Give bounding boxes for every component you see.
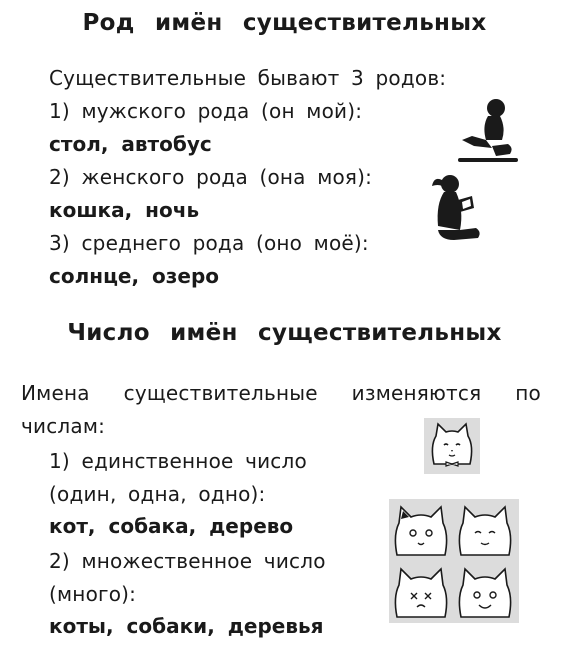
heading-number: Число имён существительных <box>67 320 502 346</box>
number-intro-cont: числам: <box>21 414 106 438</box>
boy-reading-silhouette-icon <box>452 96 522 166</box>
neuter-examples: солнце, озеро <box>49 264 219 288</box>
masculine-line: 1) мужского рода (он мой): <box>49 99 363 123</box>
heading-gender: Род имён существительных <box>82 10 487 36</box>
masculine-examples: стол, автобус <box>49 132 212 156</box>
intro-word: по <box>515 381 541 405</box>
singular-examples: кот, собака, дерево <box>49 514 294 538</box>
singular-line: 1) единственное число <box>49 449 307 473</box>
gender-intro: Существительные бывают 3 родов: <box>49 66 447 90</box>
singular-note: (один, одна, одно): <box>49 482 266 506</box>
girl-reading-silhouette-icon <box>424 170 498 244</box>
intro-word: Имена <box>21 381 90 405</box>
plural-line: 2) множественное число <box>49 549 326 573</box>
neuter-line: 3) среднего рода (оно моё): <box>49 231 369 255</box>
feminine-line: 2) женского рода (она моя): <box>49 165 373 189</box>
intro-word: изменяются <box>351 381 482 405</box>
feminine-examples: кошка, ночь <box>49 198 200 222</box>
cat-face-icon <box>424 418 480 474</box>
plural-note: (много): <box>49 582 137 606</box>
intro-word: существительные <box>123 381 318 405</box>
four-cat-faces-icon <box>389 499 519 623</box>
plural-examples: коты, собаки, деревья <box>49 614 324 638</box>
number-intro <box>21 381 541 405</box>
